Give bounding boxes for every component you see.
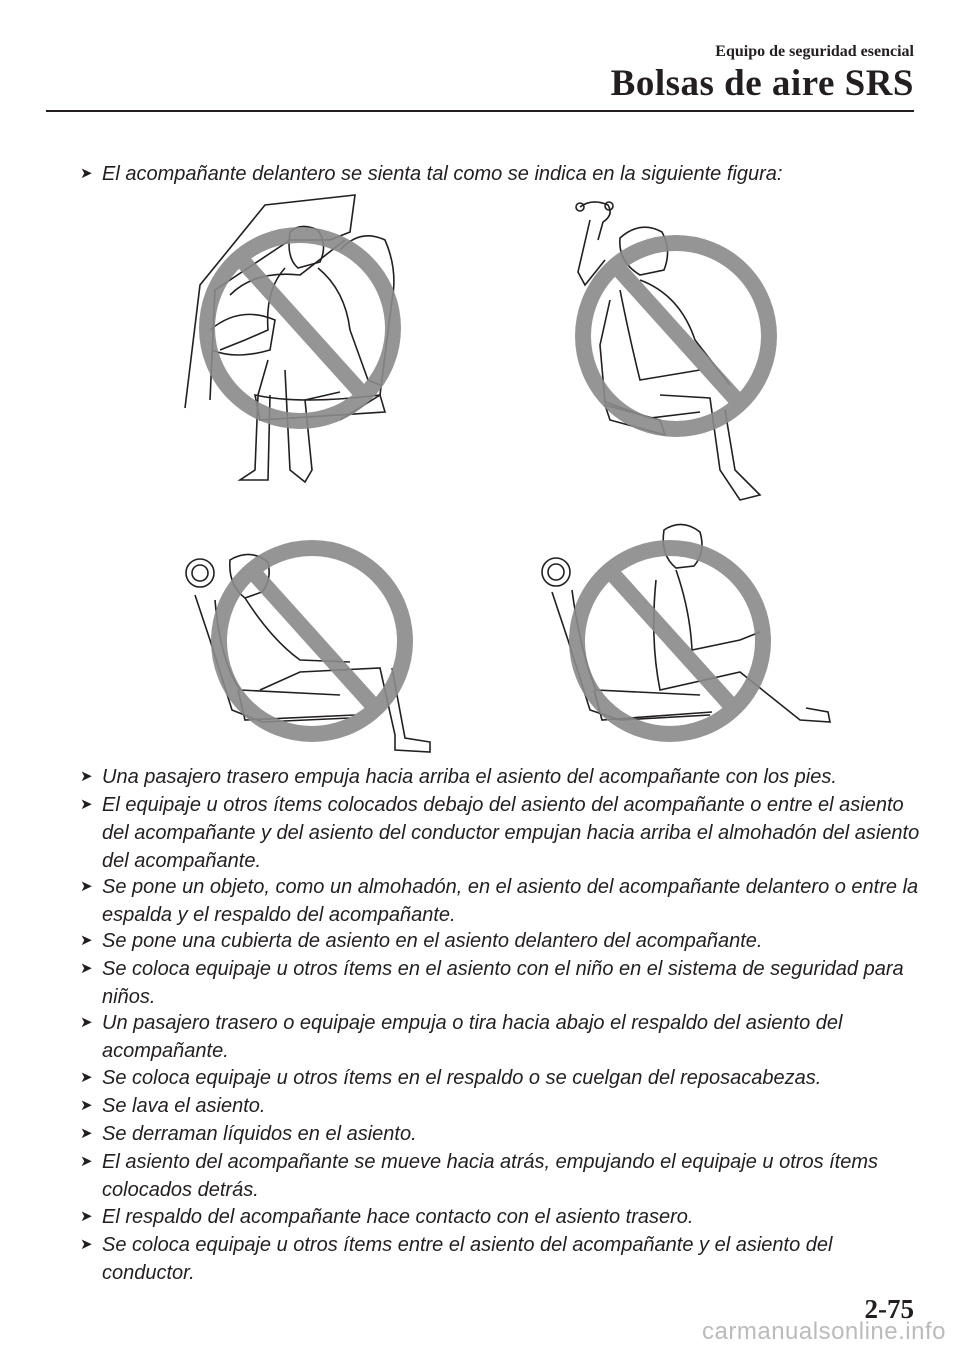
list-item: ➤ Se pone una cubierta de asiento en el asiento delantero del acompañante. — [80, 927, 920, 955]
page-title: Bolsas de aire SRS — [610, 63, 914, 104]
bullet-arrow-icon: ➤ — [80, 165, 93, 182]
list-item: ➤ El respaldo del acompañante hace contacto con el asiento trasero. — [80, 1203, 920, 1231]
list-item: ➤ Se pone un objeto, como un almohadón, en el asiento del acompañante delantero o entre la espalda y el respaldo del acompañante. — [80, 873, 920, 929]
list-item: ➤ Se coloca equipaje u otros ítems en el respaldo o se cuelgan del reposacabezas. — [80, 1064, 920, 1092]
list-item: ➤ Se coloca equipaje u otros ítems entre el asiento del acompañante y el asiento del conductor. — [80, 1231, 920, 1287]
list-item: ➤ El asiento del acompañante se mueve hacia atrás, empujando el equipaje u otros ítems colocados detrás. — [80, 1148, 920, 1204]
bullet-arrow-icon: ➤ — [80, 1153, 93, 1170]
list-item: ➤ Un pasajero trasero o equipaje empuja o tira hacia abajo el respaldo del asiento del acompañante. — [80, 1009, 920, 1065]
bullet-arrow-icon: ➤ — [80, 960, 93, 977]
bullet-arrow-icon: ➤ — [80, 1097, 93, 1114]
page-number: 2-75 — [864, 1294, 914, 1324]
section-subtitle: Equipo de seguridad esencial — [715, 43, 914, 60]
bullet-arrow-icon: ➤ — [80, 1208, 93, 1225]
bullet-arrow-icon: ➤ — [80, 932, 93, 949]
intro-text: El acompañante delantero se sienta tal como se indica en la siguiente figura: — [102, 163, 783, 185]
bullet-arrow-icon: ➤ — [80, 1014, 93, 1031]
list-item: ➤ Se coloca equipaje u otros ítems en el asiento con el niño en el sistema de seguridad para niños. — [80, 955, 920, 1011]
prohibition-sign-icon — [583, 243, 769, 429]
list-item: ➤ El equipaje u otros ítems colocados debajo del asiento del acompañante o entre el asiento del acompañante y del asiento del conductor empujan hacia arriba el almohadón del asiento del acompañante. — [80, 791, 920, 875]
list-item: ➤ Se lava el asiento. — [80, 1092, 920, 1120]
list-item: ➤ Una pasajero trasero empuja hacia arriba el asiento del acompañante con los pies. — [80, 763, 920, 791]
prohibition-sign-icon — [219, 548, 405, 734]
bullet-arrow-icon: ➤ — [80, 1125, 93, 1142]
prohibition-sign-icon — [207, 235, 393, 421]
bullet-arrow-icon: ➤ — [80, 796, 93, 813]
bullet-arrow-icon: ➤ — [80, 768, 93, 785]
list-item: ➤ Se derraman líquidos en el asiento. — [80, 1120, 920, 1148]
bullet-arrow-icon: ➤ — [80, 1236, 93, 1253]
bullet-arrow-icon: ➤ — [80, 878, 93, 895]
watermark: carmanualsonline.info — [702, 1318, 946, 1345]
bullet-arrow-icon: ➤ — [80, 1069, 93, 1086]
